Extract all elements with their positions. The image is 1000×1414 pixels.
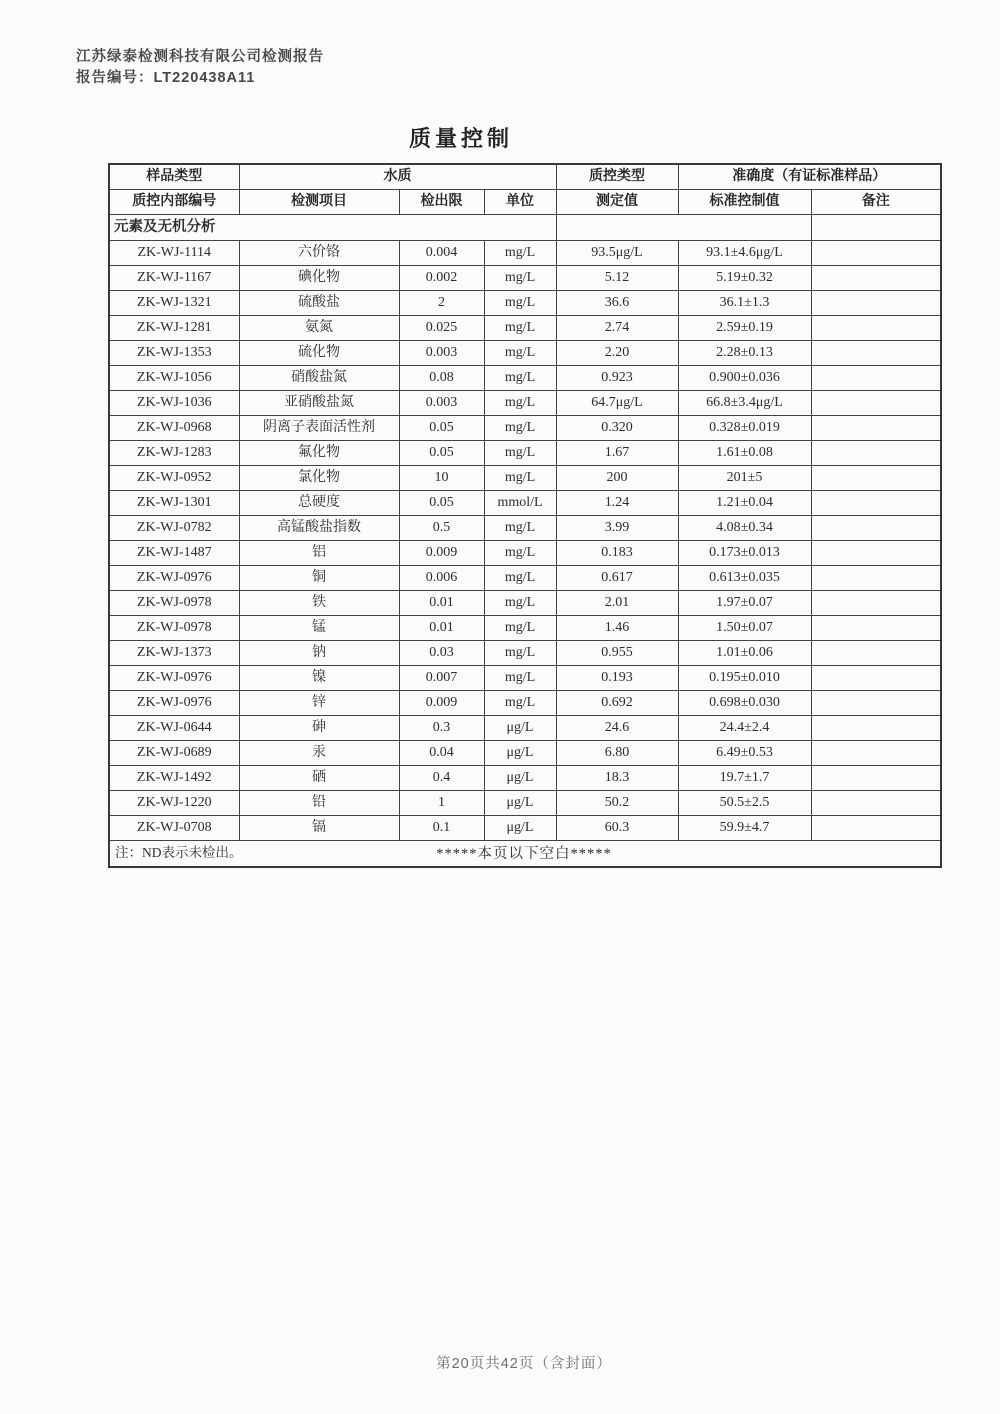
cell-detection-limit: 0.01: [399, 591, 484, 616]
cell-detection-limit: 0.05: [399, 491, 484, 516]
cell-standard-control-value: 36.1±1.3: [678, 291, 811, 316]
table-row: [109, 791, 941, 816]
cell-unit: μg/L: [484, 791, 556, 816]
section-label: 元素及无机分析: [109, 215, 556, 241]
cell-measured-value: 2.01: [556, 591, 678, 616]
cell-test-item: 氯化物: [239, 466, 399, 491]
cell-standard-control-value: 0.613±0.035: [678, 566, 811, 591]
table-row: [109, 516, 941, 541]
cell-internal-id: ZK-WJ-1167: [109, 266, 239, 291]
cell-standard-control-value: 66.8±3.4μg/L: [678, 391, 811, 416]
cell-test-item: 氨氮: [239, 316, 399, 341]
cell-measured-value: 200: [556, 466, 678, 491]
cell-unit: mg/L: [484, 566, 556, 591]
cell-unit: mg/L: [484, 266, 556, 291]
cell-remark: [811, 441, 941, 466]
table-header-row-2: [109, 190, 941, 215]
cell-internal-id: ZK-WJ-0689: [109, 741, 239, 766]
table-row: [109, 566, 941, 591]
table-row: [109, 241, 941, 266]
cell-remark: [811, 591, 941, 616]
cell-test-item: 阴离子表面活性剂: [239, 416, 399, 441]
cell-unit: mg/L: [484, 691, 556, 716]
cell-measured-value: 60.3: [556, 816, 678, 841]
cell-detection-limit: 0.3: [399, 716, 484, 741]
section-remark-cell: [811, 215, 941, 241]
cell-internal-id: ZK-WJ-1321: [109, 291, 239, 316]
cell-remark: [811, 791, 941, 816]
cell-internal-id: ZK-WJ-0978: [109, 591, 239, 616]
cell-remark: [811, 641, 941, 666]
cell-measured-value: 6.80: [556, 741, 678, 766]
cell-remark: [811, 391, 941, 416]
cell-detection-limit: 0.5: [399, 516, 484, 541]
cell-internal-id: ZK-WJ-0976: [109, 566, 239, 591]
cell-detection-limit: 0.03: [399, 641, 484, 666]
cell-unit: mg/L: [484, 666, 556, 691]
cell-measured-value: 0.923: [556, 366, 678, 391]
cell-standard-control-value: 93.1±4.6μg/L: [678, 241, 811, 266]
cell-unit: mg/L: [484, 416, 556, 441]
cell-detection-limit: 0.009: [399, 691, 484, 716]
table-row: [109, 741, 941, 766]
cell-internal-id: ZK-WJ-0782: [109, 516, 239, 541]
cell-unit: mg/L: [484, 441, 556, 466]
table-row: [109, 366, 941, 391]
sample-type-label: 样品类型: [109, 164, 239, 190]
cell-detection-limit: 0.006: [399, 566, 484, 591]
cell-test-item: 铝: [239, 541, 399, 566]
table-note: 注：ND表示未检出。: [109, 841, 941, 868]
cell-measured-value: 5.12: [556, 266, 678, 291]
cell-standard-control-value: 4.08±0.34: [678, 516, 811, 541]
cell-detection-limit: 10: [399, 466, 484, 491]
table-row: [109, 441, 941, 466]
cell-standard-control-value: 59.9±4.7: [678, 816, 811, 841]
cell-unit: mg/L: [484, 366, 556, 391]
cell-unit: mg/L: [484, 291, 556, 316]
cell-remark: [811, 516, 941, 541]
cell-measured-value: 0.193: [556, 666, 678, 691]
cell-test-item: 镉: [239, 816, 399, 841]
qc-type-label: 质控类型: [556, 164, 678, 190]
cell-measured-value: 50.2: [556, 791, 678, 816]
cell-test-item: 硒: [239, 766, 399, 791]
cell-remark: [811, 291, 941, 316]
cell-measured-value: 1.24: [556, 491, 678, 516]
report-company-line: 江苏绿泰检测科技有限公司检测报告: [76, 49, 324, 65]
cell-measured-value: 0.183: [556, 541, 678, 566]
table-row: [109, 466, 941, 491]
cell-remark: [811, 241, 941, 266]
cell-remark: [811, 341, 941, 366]
cell-standard-control-value: 0.173±0.013: [678, 541, 811, 566]
cell-test-item: 镍: [239, 666, 399, 691]
cell-measured-value: 0.617: [556, 566, 678, 591]
cell-test-item: 硫酸盐: [239, 291, 399, 316]
cell-standard-control-value: 6.49±0.53: [678, 741, 811, 766]
cell-internal-id: ZK-WJ-0644: [109, 716, 239, 741]
cell-standard-control-value: 0.328±0.019: [678, 416, 811, 441]
column-header-test-item: 检测项目: [239, 190, 399, 215]
cell-detection-limit: 0.004: [399, 241, 484, 266]
cell-unit: mmol/L: [484, 491, 556, 516]
cell-test-item: 汞: [239, 741, 399, 766]
column-header-internal-id: 质控内部编号: [109, 190, 239, 215]
table-row: [109, 291, 941, 316]
cell-test-item: 硝酸盐氮: [239, 366, 399, 391]
cell-detection-limit: 0.1: [399, 816, 484, 841]
cell-internal-id: ZK-WJ-0976: [109, 691, 239, 716]
cell-measured-value: 1.46: [556, 616, 678, 641]
page-number-footer: 第20页共42页（含封面）: [436, 1356, 612, 1372]
table-row: [109, 266, 941, 291]
cell-unit: μg/L: [484, 766, 556, 791]
cell-test-item: 锰: [239, 616, 399, 641]
cell-measured-value: 24.6: [556, 716, 678, 741]
cell-measured-value: 3.99: [556, 516, 678, 541]
cell-standard-control-value: 1.61±0.08: [678, 441, 811, 466]
cell-internal-id: ZK-WJ-1281: [109, 316, 239, 341]
cell-standard-control-value: 50.5±2.5: [678, 791, 811, 816]
page-title: 质量控制: [408, 126, 514, 151]
table-row: [109, 691, 941, 716]
table-row: [109, 716, 941, 741]
cell-standard-control-value: 2.28±0.13: [678, 341, 811, 366]
cell-internal-id: ZK-WJ-1036: [109, 391, 239, 416]
cell-standard-control-value: 1.50±0.07: [678, 616, 811, 641]
cell-test-item: 铅: [239, 791, 399, 816]
cell-unit: mg/L: [484, 516, 556, 541]
cell-unit: mg/L: [484, 641, 556, 666]
cell-internal-id: ZK-WJ-1283: [109, 441, 239, 466]
cell-test-item: 六价铬: [239, 241, 399, 266]
table-header-row-1: [109, 164, 941, 190]
cell-test-item: 硫化物: [239, 341, 399, 366]
cell-detection-limit: 0.01: [399, 616, 484, 641]
cell-unit: μg/L: [484, 716, 556, 741]
cell-measured-value: 36.6: [556, 291, 678, 316]
cell-detection-limit: 0.009: [399, 541, 484, 566]
column-header-measured-value: 测定值: [556, 190, 678, 215]
cell-remark: [811, 366, 941, 391]
cell-standard-control-value: 0.900±0.036: [678, 366, 811, 391]
cell-standard-control-value: 24.4±2.4: [678, 716, 811, 741]
cell-standard-control-value: 5.19±0.32: [678, 266, 811, 291]
cell-test-item: 锌: [239, 691, 399, 716]
table-row: [109, 816, 941, 841]
cell-measured-value: 18.3: [556, 766, 678, 791]
cell-standard-control-value: 1.01±0.06: [678, 641, 811, 666]
cell-unit: mg/L: [484, 541, 556, 566]
cell-test-item: 高锰酸盐指数: [239, 516, 399, 541]
cell-internal-id: ZK-WJ-0952: [109, 466, 239, 491]
cell-remark: [811, 491, 941, 516]
cell-measured-value: 1.67: [556, 441, 678, 466]
cell-measured-value: 2.74: [556, 316, 678, 341]
cell-internal-id: ZK-WJ-1492: [109, 766, 239, 791]
cell-remark: [811, 741, 941, 766]
cell-unit: mg/L: [484, 391, 556, 416]
cell-test-item: 总硬度: [239, 491, 399, 516]
cell-measured-value: 64.7μg/L: [556, 391, 678, 416]
cell-measured-value: 0.692: [556, 691, 678, 716]
cell-standard-control-value: 201±5: [678, 466, 811, 491]
cell-remark: [811, 416, 941, 441]
table-row: [109, 491, 941, 516]
column-header-standard-control-value: 标准控制值: [678, 190, 811, 215]
cell-detection-limit: 0.08: [399, 366, 484, 391]
cell-unit: μg/L: [484, 741, 556, 766]
table-row: [109, 666, 941, 691]
cell-detection-limit: 0.05: [399, 441, 484, 466]
table-row: [109, 616, 941, 641]
cell-remark: [811, 466, 941, 491]
cell-internal-id: ZK-WJ-0968: [109, 416, 239, 441]
cell-remark: [811, 566, 941, 591]
cell-detection-limit: 0.05: [399, 416, 484, 441]
cell-test-item: 氟化物: [239, 441, 399, 466]
cell-measured-value: 0.320: [556, 416, 678, 441]
table-row: [109, 391, 941, 416]
cell-unit: mg/L: [484, 241, 556, 266]
column-header-detection-limit: 检出限: [399, 190, 484, 215]
cell-internal-id: ZK-WJ-1220: [109, 791, 239, 816]
cell-remark: [811, 691, 941, 716]
cell-internal-id: ZK-WJ-0978: [109, 616, 239, 641]
cell-detection-limit: 0.4: [399, 766, 484, 791]
cell-internal-id: ZK-WJ-1301: [109, 491, 239, 516]
cell-remark: [811, 716, 941, 741]
cell-test-item: 钠: [239, 641, 399, 666]
cell-internal-id: ZK-WJ-1056: [109, 366, 239, 391]
report-number-line: 报告编号：LT220438A11: [76, 70, 256, 86]
section-empty-cell: [556, 215, 811, 241]
cell-measured-value: 93.5μg/L: [556, 241, 678, 266]
cell-unit: mg/L: [484, 591, 556, 616]
cell-internal-id: ZK-WJ-1373: [109, 641, 239, 666]
cell-measured-value: 0.955: [556, 641, 678, 666]
cell-unit: mg/L: [484, 341, 556, 366]
table-row: [109, 641, 941, 666]
cell-remark: [811, 541, 941, 566]
cell-detection-limit: 1: [399, 791, 484, 816]
table-row: [109, 416, 941, 441]
sample-type-value: 水质: [239, 164, 556, 190]
table-row: [109, 341, 941, 366]
cell-remark: [811, 666, 941, 691]
cell-standard-control-value: 1.97±0.07: [678, 591, 811, 616]
cell-detection-limit: 0.04: [399, 741, 484, 766]
cell-internal-id: ZK-WJ-1114: [109, 241, 239, 266]
cell-internal-id: ZK-WJ-0708: [109, 816, 239, 841]
cell-remark: [811, 766, 941, 791]
cell-detection-limit: 0.007: [399, 666, 484, 691]
table-row: [109, 541, 941, 566]
cell-detection-limit: 0.025: [399, 316, 484, 341]
cell-unit: μg/L: [484, 816, 556, 841]
cell-test-item: 铁: [239, 591, 399, 616]
cell-standard-control-value: 0.698±0.030: [678, 691, 811, 716]
report-header: [76, 47, 324, 89]
table-row: [109, 316, 941, 341]
cell-internal-id: ZK-WJ-1353: [109, 341, 239, 366]
table-row: [109, 591, 941, 616]
cell-unit: mg/L: [484, 616, 556, 641]
cell-measured-value: 2.20: [556, 341, 678, 366]
cell-unit: mg/L: [484, 316, 556, 341]
cell-unit: mg/L: [484, 466, 556, 491]
section-row: [109, 215, 941, 241]
column-header-unit: 单位: [484, 190, 556, 215]
cell-remark: [811, 266, 941, 291]
cell-internal-id: ZK-WJ-1487: [109, 541, 239, 566]
blank-page-note: *****本页以下空白*****: [436, 846, 612, 862]
cell-detection-limit: 2: [399, 291, 484, 316]
cell-test-item: 亚硝酸盐氮: [239, 391, 399, 416]
cell-test-item: 碘化物: [239, 266, 399, 291]
cell-standard-control-value: 0.195±0.010: [678, 666, 811, 691]
quality-control-table: [108, 163, 942, 868]
cell-detection-limit: 0.003: [399, 391, 484, 416]
cell-remark: [811, 816, 941, 841]
cell-remark: [811, 616, 941, 641]
cell-standard-control-value: 1.21±0.04: [678, 491, 811, 516]
accuracy-label: 准确度（有证标准样品）: [678, 164, 941, 190]
cell-test-item: 砷: [239, 716, 399, 741]
cell-test-item: 铜: [239, 566, 399, 591]
cell-standard-control-value: 19.7±1.7: [678, 766, 811, 791]
cell-detection-limit: 0.003: [399, 341, 484, 366]
cell-detection-limit: 0.002: [399, 266, 484, 291]
table-row: [109, 766, 941, 791]
cell-remark: [811, 316, 941, 341]
cell-internal-id: ZK-WJ-0976: [109, 666, 239, 691]
column-header-remark: 备注: [811, 190, 941, 215]
cell-standard-control-value: 2.59±0.19: [678, 316, 811, 341]
